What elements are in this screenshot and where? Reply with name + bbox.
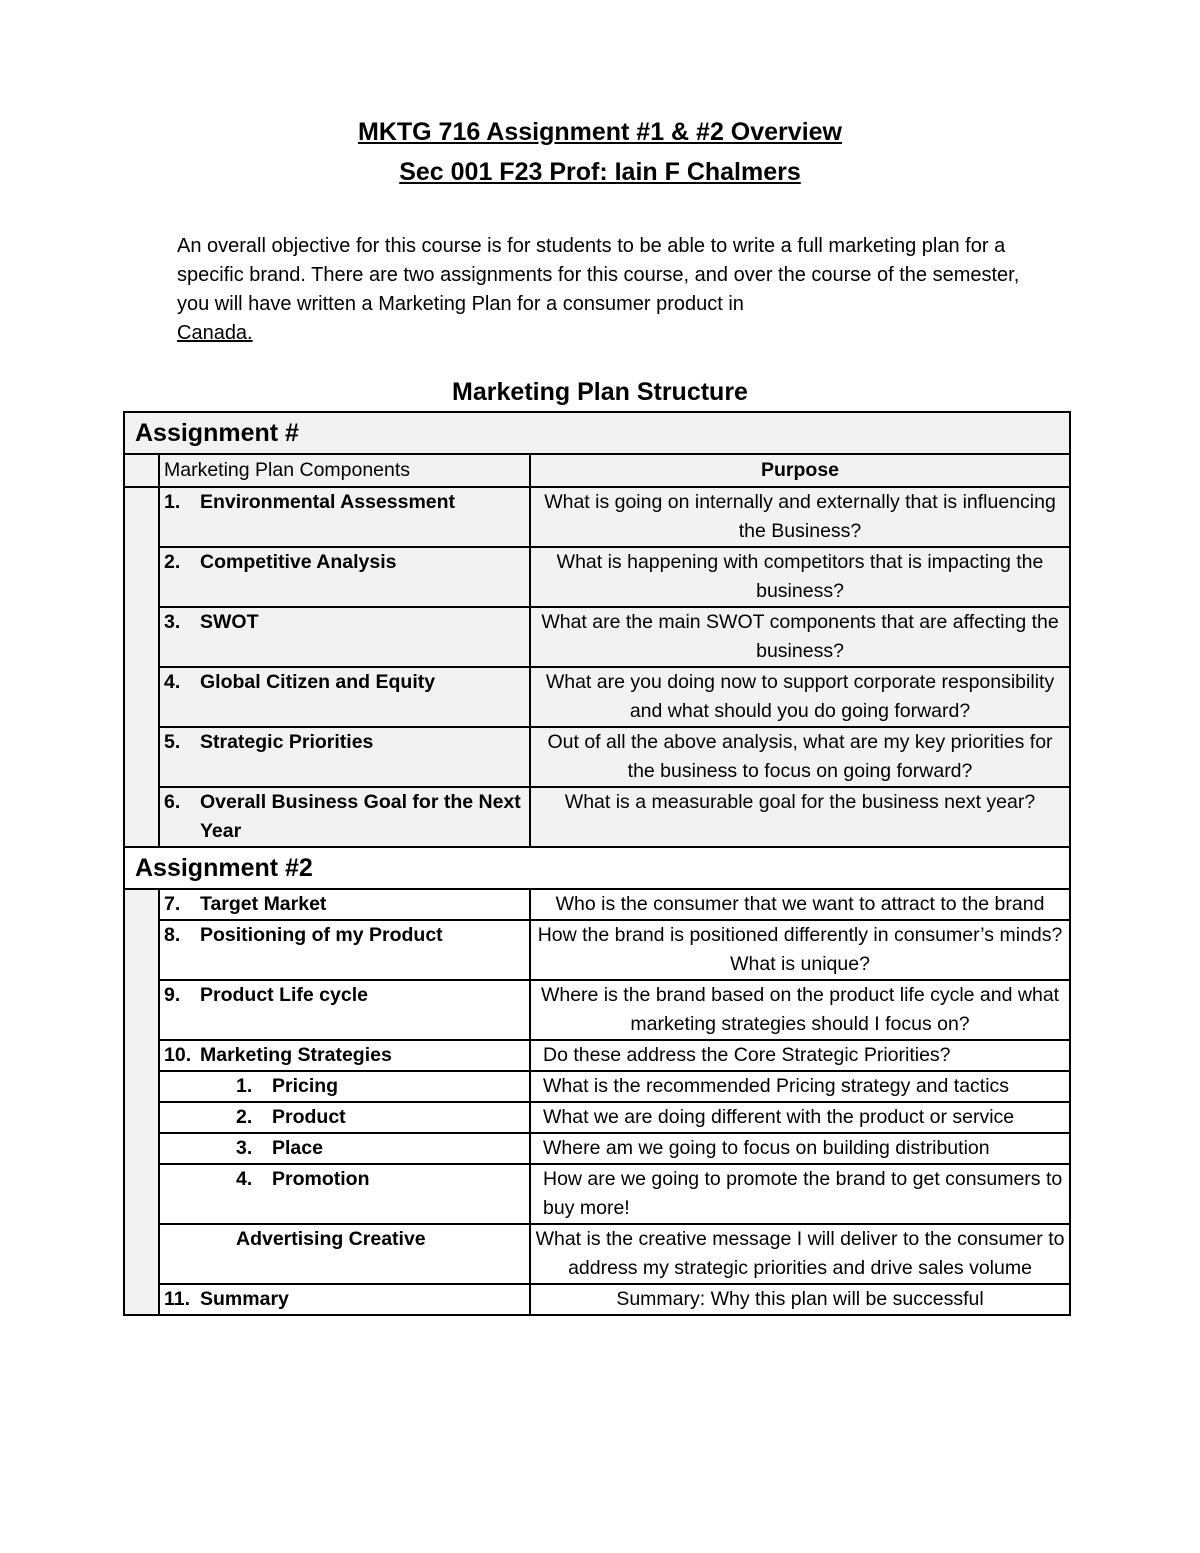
purpose-cell: Summary: Why this plan will be successful [530,1284,1070,1315]
assignment2-header-row [124,847,1070,889]
item-number: 4. [236,1168,253,1190]
assignment2-label: Assignment #2 [124,847,1070,889]
purpose-cell: Where is the brand based on the product life cycle and what marketing strategies should I focus on? [530,980,1070,1040]
component-cell [159,787,530,847]
component-cell [159,1284,530,1315]
item-number: 6. [164,791,181,813]
header-purpose: Purpose [530,454,1070,487]
item-number: 11. [164,1288,191,1310]
purpose-cell: Out of all the above analysis, what are my key priorities for the business to focus on going forward? [530,727,1070,787]
component-label: Positioning of my Product [200,924,443,946]
component-label: Advertising Creative [236,1228,426,1250]
purpose-cell: What is happening with competitors that is impacting the business? [530,547,1070,607]
header-components: Marketing Plan Components [159,454,530,487]
table-row [124,889,1070,920]
purpose-cell: Where am we going to focus on building distribution [530,1133,1070,1164]
component-label: Target Market [200,893,327,915]
item-number: 3. [236,1137,253,1159]
table-row [124,920,1070,980]
component-cell [159,1071,530,1102]
gutter-cell [124,487,159,847]
component-label: SWOT [200,611,259,633]
purpose-cell: What we are doing different with the product or service [530,1102,1070,1133]
table-row [124,1164,1070,1224]
table-row [124,787,1070,847]
item-number: 9. [164,984,181,1006]
purpose-cell: What are the main SWOT components that are affecting the business? [530,607,1070,667]
component-label: Marketing Strategies [200,1044,392,1066]
purpose-cell: Who is the consumer that we want to attract to the brand [530,889,1070,920]
item-number: 2. [236,1106,253,1128]
table-row [124,727,1070,787]
item-number: 3. [164,611,181,633]
table-row [124,1040,1070,1071]
component-cell [159,920,530,980]
item-number: 8. [164,924,181,946]
component-label: Place [272,1137,323,1159]
purpose-cell: Do these address the Core Strategic Priorities? [530,1040,1070,1071]
item-number: 5. [164,731,181,753]
table-row [124,1102,1070,1133]
component-label: Environmental Assessment [200,491,456,513]
component-label: Competitive Analysis [200,551,397,573]
table-header-row [124,454,1070,487]
component-label: Global Citizen and Equity [200,671,436,693]
purpose-cell: What are you doing now to support corporate responsibility and what should you do going forward? [530,667,1070,727]
item-number: 10. [164,1044,192,1066]
component-cell [159,1224,530,1284]
component-cell [159,1102,530,1133]
gutter-cell [124,889,159,1315]
item-number: 4. [164,671,181,693]
component-cell [159,1133,530,1164]
component-cell [159,1164,530,1224]
component-label: Promotion [272,1168,370,1190]
component-cell [159,547,530,607]
table-row [124,487,1070,547]
component-cell [159,667,530,727]
purpose-cell: What is going on internally and externally that is influencing the Business? [530,487,1070,547]
table-row [124,667,1070,727]
purpose-cell: What is the recommended Pricing strategy and tactics [530,1071,1070,1102]
component-cell [159,607,530,667]
gutter-cell [124,454,159,487]
component-cell [159,727,530,787]
item-number: 2. [164,551,181,573]
component-label: Summary [200,1288,289,1310]
document-title: MKTG 716 Assignment #1 & #2 Overview [358,118,842,146]
component-cell [159,1040,530,1071]
item-number: 7. [164,893,181,915]
marketing-plan-table [123,411,1071,1316]
component-label: Product Life cycle [200,984,368,1006]
component-label: Strategic Priorities [200,731,374,753]
component-label: Product [272,1106,346,1128]
section-title: Marketing Plan Structure [452,378,748,406]
component-cell [159,980,530,1040]
item-number: 1. [164,491,181,513]
purpose-cell: How are we going to promote the brand to get consumers to buy more! [530,1164,1070,1224]
intro-paragraph [177,232,1037,348]
purpose-cell: What is the creative message I will deliver to the consumer to address my strategic priorities and drive sales volume [530,1224,1070,1284]
intro-text: An overall objective for this course is for students to be able to write a full marketing plan for a specific brand. There are two assignments for this course, and over the course of the semester, you will have written a Marketing Plan for a consumer product in [177,235,1020,315]
component-cell [159,487,530,547]
table-row [124,547,1070,607]
purpose-cell: What is a measurable goal for the business next year? [530,787,1070,847]
table-row [124,980,1070,1040]
table-row [124,607,1070,667]
component-cell [159,889,530,920]
assignment1-header-row [124,412,1070,454]
table-row [124,1133,1070,1164]
table-row [124,1071,1070,1102]
assignment1-label: Assignment # [124,412,1070,454]
intro-canada-link[interactable]: Canada. [177,322,253,344]
purpose-cell: How the brand is positioned differently in consumer’s minds? What is unique? [530,920,1070,980]
document-subtitle: Sec 001 F23 Prof: Iain F Chalmers [399,158,801,186]
table-row [124,1224,1070,1284]
item-number: 1. [236,1075,253,1097]
component-label: Overall Business Goal for the Next Year [200,791,521,842]
table-row [124,1284,1070,1315]
component-label: Pricing [272,1075,339,1097]
